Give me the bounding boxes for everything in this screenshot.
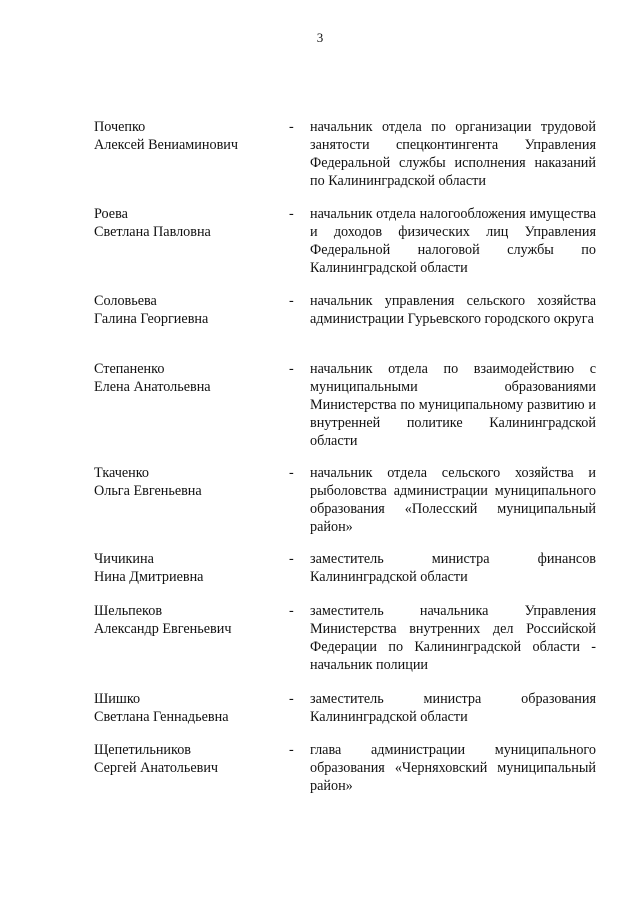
person-name (94, 550, 274, 586)
person-name (94, 690, 274, 726)
given-names: Ольга Евгеньевна (94, 483, 202, 499)
person-name (94, 118, 274, 154)
position-title: начальник отдела сельского хозяйства и рыболовства администрации муниципального образования «Полесский муниципальный район» (310, 465, 596, 535)
surname: Почепко (94, 119, 146, 135)
position-title: глава администрации муниципального образования «Черняховский муниципальный район» (310, 742, 596, 794)
given-names: Нина Дмитриевна (94, 569, 204, 585)
position-title: начальник отдела налогообложения имущества и доходов физических лиц Управления Федеральной налоговой службы по Калининградской области (310, 206, 596, 276)
dash: - (289, 742, 294, 758)
person-name (94, 205, 274, 241)
dash: - (289, 361, 294, 377)
position-title: начальник отдела по взаимодействию с муниципальными образованиями Министерства по муниципальному развитию и внутренней политике Калининградской области (310, 361, 596, 449)
given-names: Светлана Павловна (94, 224, 211, 240)
person-name (94, 741, 274, 777)
dash: - (289, 119, 294, 135)
surname: Роева (94, 206, 128, 222)
surname: Щепетильников (94, 742, 191, 758)
position-title: начальник управления сельского хозяйства администрации Гурьевского городского округа (310, 293, 596, 327)
position-title: начальник отдела по организации трудовой занятости спецконтингента Управления Федеральной службы исполнения наказаний по Калининградской области (310, 119, 596, 189)
dash: - (289, 551, 294, 567)
surname: Соловьева (94, 293, 157, 309)
surname: Шельпеков (94, 603, 163, 619)
given-names: Сергей Анатольевич (94, 760, 219, 776)
surname: Ткаченко (94, 465, 150, 481)
given-names: Александр Евгеньевич (94, 621, 232, 637)
given-names: Светлана Геннадьевна (94, 709, 229, 725)
person-name (94, 464, 274, 500)
dash: - (289, 691, 294, 707)
surname: Шишко (94, 691, 141, 707)
surname: Степаненко (94, 361, 165, 377)
position-title: заместитель начальника Управления Министерства внутренних дел Российской Федерации по Калининградской области - начальник полиции (310, 603, 596, 673)
page-number: 3 (316, 30, 324, 45)
dash: - (289, 293, 294, 309)
dash: - (289, 206, 294, 222)
given-names: Галина Георгиевна (94, 311, 209, 327)
position-title: заместитель министра финансов Калининградской области (310, 551, 596, 585)
dash: - (289, 465, 294, 481)
person-name (94, 292, 274, 328)
given-names: Алексей Вениаминович (94, 137, 238, 153)
person-name (94, 602, 274, 638)
position-title: заместитель министра образования Калининградской области (310, 691, 596, 725)
person-name (94, 360, 274, 396)
given-names: Елена Анатольевна (94, 379, 211, 395)
dash: - (289, 603, 294, 619)
surname: Чичикина (94, 551, 154, 567)
